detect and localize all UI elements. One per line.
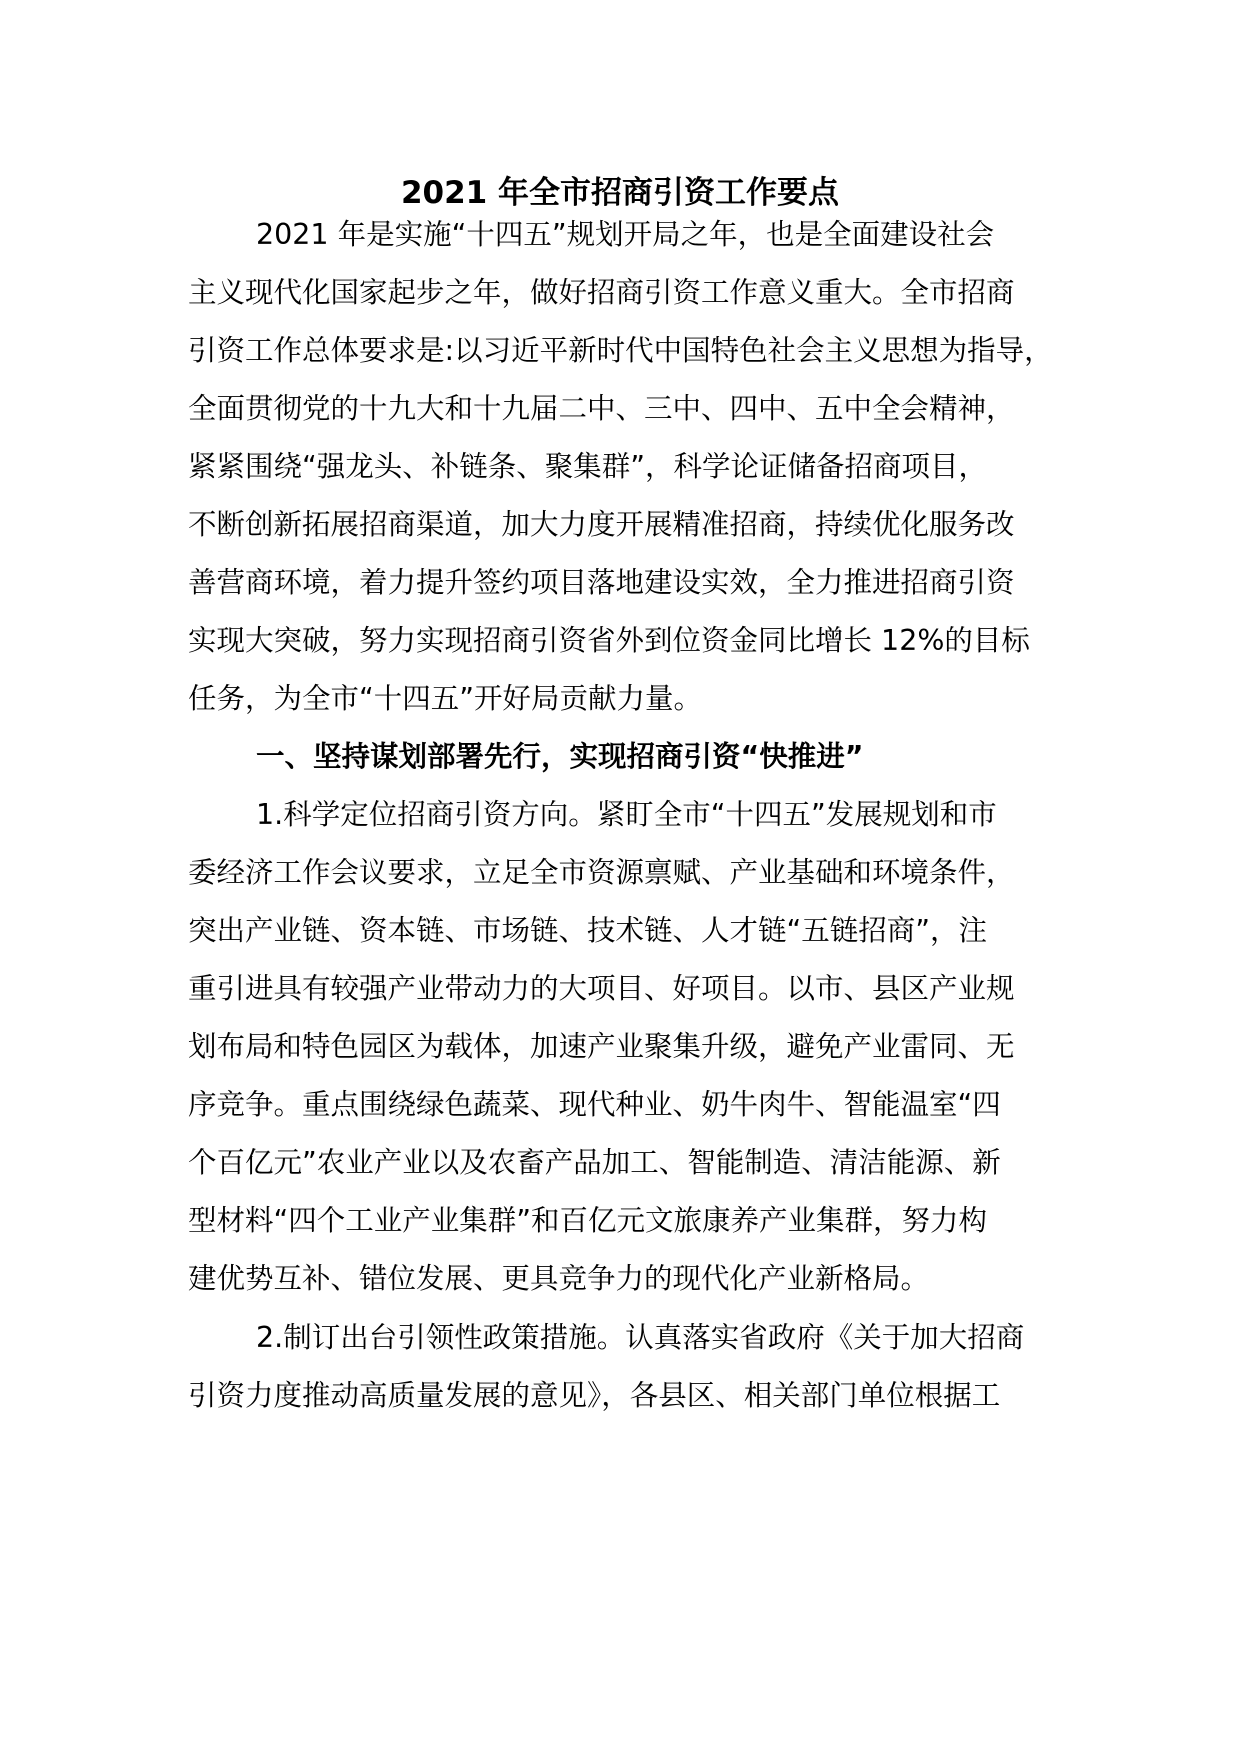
paragraph-line: 建优势互补、错位发展、更具竞争力的现代化产业新格局。	[188, 1262, 930, 1295]
paragraph-line: 紧紧围绕“强龙头、补链条、聚集群”，科学论证储备招商项目，	[188, 450, 988, 483]
paragraph-line: 划布局和特色园区为载体，加速产业聚集升级，避免产业雷同、无	[188, 1030, 1015, 1063]
paragraph-line: 引资工作总体要求是:以习近平新时代中国特色社会主义思想为指导，	[188, 334, 1053, 367]
paragraph-line: 任务，为全市“十四五”开好局贡献力量。	[188, 682, 703, 715]
paragraph-line: 型材料“四个工业产业集群”和百亿元文旅康养产业集群，努力构	[188, 1204, 988, 1237]
paragraph-line: 委经济工作会议要求，立足全市资源禀赋、产业基础和环境条件，	[188, 856, 1015, 889]
paragraph-line: 突出产业链、资本链、市场链、技术链、人才链“五链招商”，注	[188, 914, 988, 947]
document-title: 2021 年全市招商引资工作要点	[400, 175, 840, 211]
section-heading: 一、坚持谋划部署先行，实现招商引资“快推进”	[256, 740, 864, 773]
paragraph-line: 善营商环境，着力提升签约项目落地建设实效，全力推进招商引资	[188, 566, 1015, 599]
paragraph-line: 2.制订出台引领性政策措施。认真落实省政府《关于加大招商	[256, 1321, 1025, 1354]
paragraph-line: 1.科学定位招商引资方向。紧盯全市“十四五”发展规划和市	[256, 798, 997, 831]
paragraph-line: 2021 年是实施“十四五”规划开局之年，也是全面建设社会	[256, 218, 995, 251]
paragraph-line: 重引进具有较强产业带动力的大项目、好项目。以市、县区产业规	[188, 972, 1015, 1005]
paragraph-line: 不断创新拓展招商渠道，加大力度开展精准招商，持续优化服务改	[188, 508, 1015, 541]
paragraph-line: 主义现代化国家起步之年，做好招商引资工作意义重大。全市招商	[188, 276, 1015, 309]
paragraph-line: 全面贯彻党的十九大和十九届二中、三中、四中、五中全会精神，	[188, 392, 1015, 425]
paragraph-line: 引资力度推动高质量发展的意见》，各县区、相关部门单位根据工	[188, 1379, 1001, 1412]
paragraph-line: 序竞争。重点围绕绿色蔬菜、现代种业、奶牛肉牛、智能温室“四	[188, 1088, 1001, 1121]
paragraph-line: 个百亿元”农业产业以及农畜产品加工、智能制造、清洁能源、新	[188, 1146, 1001, 1179]
paragraph-line: 实现大突破，努力实现招商引资省外到位资金同比增长 12%的目标	[188, 624, 1030, 657]
